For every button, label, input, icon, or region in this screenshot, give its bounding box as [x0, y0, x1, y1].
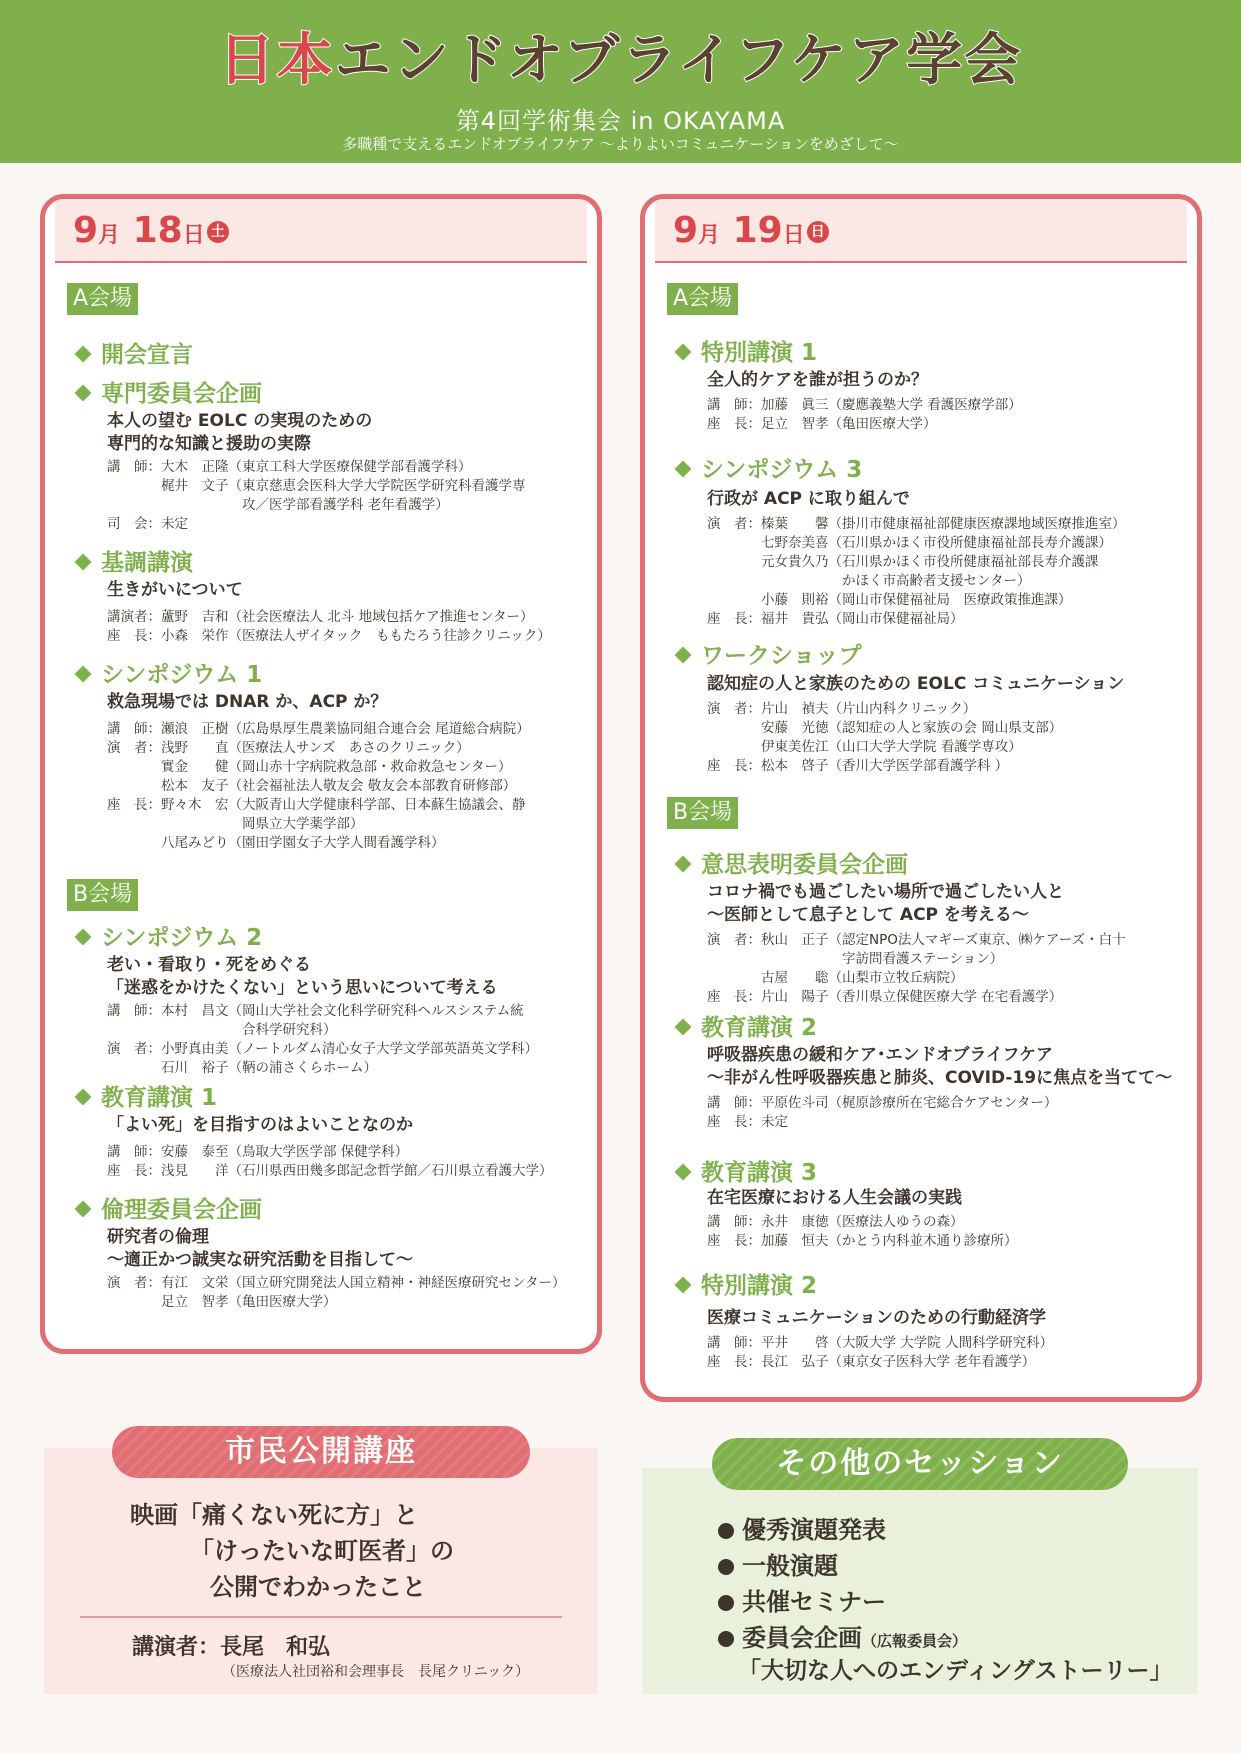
session-title: 教育講演 2 — [671, 1009, 817, 1042]
session-topic: 呼吸器疾患の緩和ケア･エンドオブライフケア ～非がん性呼吸器疾患と肺炎、COVID-19に焦点を当てて～ — [707, 1045, 1173, 1088]
meeting-theme: 多職種で支えるエンドオブライフケア ～よりよいコミュニケーションをめざして～ — [342, 135, 899, 153]
day1-date: 9月 18日 土 — [73, 211, 229, 256]
diamond-icon — [75, 666, 92, 683]
session-people: 講演者：蘆野 吉和（社会医療法人 北斗 地域包括ケア推進センター） 座 長：小森 栄作（医療法人ザイタック ももたろう往診クリニック） — [107, 609, 551, 644]
other-session-item: 優秀演題発表 — [718, 1510, 886, 1545]
session-title: 倫理委員会企画 — [71, 1191, 262, 1224]
diamond-icon — [75, 385, 92, 402]
venue-b-label: B会場 — [67, 879, 138, 911]
venue-a-label: A会場 — [667, 283, 738, 315]
session-title: 開会宣言 — [71, 336, 193, 369]
diamond-icon — [675, 461, 692, 478]
page-title: 日本エンドオブライフケア学会 — [218, 28, 1023, 93]
session-topic: 認知症の人と家族のための EOLC コミュニケーション — [707, 674, 1125, 694]
session-people: 演 者：榛葉 馨（掛川市健康福祉部健康医療課地域医療推進室） 七野奈美喜（石川県かほく市役所健康福祉部長寿介護課） 元女貴久乃（石川県かほく市役所健康福祉部長寿介護課 かほく市高齢者支援センター） 小藤 則裕（岡山市保健福祉局 医療政策推進課） 座 長：福井 貴弘（岡山市保健福祉局） — [707, 516, 1126, 627]
day2-panel — [640, 194, 1202, 1402]
session-people: 演 者：有江 文栄（国立研究開発法人国立精神・神経医療研究センター） 足立 智孝（亀田医療大学） — [107, 1275, 566, 1310]
session-topic: 老い・看取り・死をめぐる 「迷惑をかけたくない」という思いについて考える — [107, 955, 498, 998]
session-title: 教育講演 1 — [71, 1079, 217, 1112]
session-people: 講 師：加藤 眞三（慶應義塾大学 看護医療学部） 座 長：足立 智孝（亀田医療大学） — [707, 397, 1022, 432]
meeting-subtitle: 第4回学術集会 in OKAYAMA — [455, 107, 786, 135]
session-title: 専門委員会企画 — [71, 375, 262, 408]
diamond-icon — [675, 1277, 692, 1294]
session-title: 特別講演 2 — [671, 1267, 817, 1300]
session-topic: 行政が ACP に取り組んで — [707, 489, 910, 509]
session-people: 講 師：安藤 泰至（鳥取大学医学部 保健学科） 座 長：浅見 洋（石川県西田幾多郎記念哲学館／石川県立看護大学） — [107, 1144, 553, 1179]
session-title: シンポジウム 1 — [71, 656, 262, 689]
session-title: シンポジウム 2 — [71, 919, 262, 952]
session-topic: 生きがいについて — [107, 580, 243, 600]
session-topic: コロナ禍でも過ごしたい場所で過ごしたい人と ～医師として息子として ACP を考える～ — [707, 882, 1064, 925]
session-people: 講 師：本村 昌文（岡山大学社会文化科学研究科ヘルスシステム統 合科学研究科） 演 者：小野真由美（ノートルダム清心女子大学文学部英語英文学科） 石川 裕子（鞆の浦さくらホーム） — [107, 1003, 539, 1076]
session-people: 講 師：瀬浪 正樹（広島県厚生農業協同組合連合会 尾道総合病院） 演 者：浅野 直（医療法人サンズ あさのクリニック） 實金 健（岡山赤十字病院救急部・救命救急センター） 松本 友子（社会福祉法人敬友会 敬友会本部教育研修部） 座 長：野々木 宏（大阪青山大学健康科学部、日本蘇生協議会、静 岡県立大学薬学部） 八尾みどり（園田学園女子大学人間看護学科） — [107, 721, 530, 851]
session-topic: 本人の望む EOLC の実現のための 専門的な知識と援助の実際 — [107, 411, 373, 454]
session-topic: 研究者の倫理 ～適正かつ誠実な研究活動を目指して～ — [107, 1227, 413, 1270]
other-sessions-pill: その他のセッション — [712, 1438, 1128, 1490]
diamond-icon — [675, 1164, 692, 1181]
bullet-icon — [718, 1631, 734, 1647]
other-session-item: 共催セミナー — [718, 1582, 886, 1617]
session-people: 講 師：平原佐斗司（梶原診療所在宅総合ケアセンター） 座 長：未定 — [707, 1095, 1058, 1130]
diamond-icon — [675, 647, 692, 664]
lecture-title: 映画「痛くない死に方」と 「けったいな町医者」の 公開でわかったこと — [130, 1501, 454, 1601]
session-title: シンポジウム 3 — [671, 451, 862, 484]
weekday-badge: 土 — [207, 221, 229, 243]
bullet-icon — [718, 1523, 734, 1539]
other-session-subtitle: 「大切な人へのエンディングストーリー」 — [738, 1658, 1173, 1684]
lecture-divider — [80, 1616, 562, 1618]
session-topic: 医療コミュニケーションのための行動経済学 — [707, 1308, 1046, 1328]
page-header — [0, 0, 1241, 163]
day2-date: 9月 19日 日 — [673, 211, 829, 256]
bullet-icon — [718, 1595, 734, 1611]
session-title: 意思表明委員会企画 — [671, 846, 908, 879]
session-topic: 救急現場では DNAR か、ACP か？ — [107, 692, 388, 712]
session-people: 講 師：大木 正隆（東京工科大学医療保健学部看護学科） 梶井 文子（東京慈恵会医科大学大学院医学研究科看護学専 攻／医学部看護学科 老年看護学） 司 会：未定 — [107, 459, 526, 532]
session-people: 演 者：秋山 正子（認定NPO法人マギーズ東京、㈱ケアーズ・白十 字訪問看護ステーション） 古屋 聡（山梨市立牧丘病院） 座 長：片山 陽子（香川県立保健医療大学 在宅看護学） — [707, 932, 1126, 1005]
other-session-item: 委員会企画（広報委員会） — [718, 1618, 967, 1653]
bullet-icon — [718, 1559, 734, 1575]
other-session-item: 一般演題 — [718, 1546, 838, 1581]
diamond-icon — [675, 1019, 692, 1036]
session-topic: 全人的ケアを誰が担うのか？ — [707, 370, 928, 390]
lecture-speaker: 講演者：長尾 和弘 — [132, 1635, 331, 1660]
diamond-icon — [75, 1201, 92, 1218]
diamond-icon — [75, 554, 92, 571]
session-title: 特別講演 1 — [671, 334, 817, 367]
venue-b-label: B会場 — [667, 797, 738, 829]
session-people: 演 者：片山 禎夫（片山内科クリニック） 安藤 光徳（認知症の人と家族の会 岡山県支部） 伊東美佐江（山口大学大学院 看護学専攻） 座 長：松本 啓子（香川大学医学部看護学科 ） — [707, 701, 1063, 774]
venue-a-label: A会場 — [67, 283, 138, 315]
lecture-speaker-affiliation: （医療法人社団裕和会理事長 長尾クリニック） — [222, 1664, 530, 1680]
session-title: 教育講演 3 — [671, 1154, 817, 1187]
diamond-icon — [675, 856, 692, 873]
day1-panel — [40, 194, 602, 1354]
session-people: 講 師：平井 啓（大阪大学 大学院 人間科学研究科） 座 長：長江 弘子（東京女子医科大学 老年看護学） — [707, 1335, 1054, 1370]
weekday-badge: 日 — [807, 221, 829, 243]
diamond-icon — [675, 344, 692, 361]
diamond-icon — [75, 346, 92, 363]
session-title: ワークショップ — [671, 637, 862, 670]
session-topic: 在宅医療における人生会議の実践 — [707, 1188, 962, 1208]
session-people: 講 師：永井 康徳（医療法人ゆうの森） 座 長：加藤 恒夫（かとう内科並木通り診療所） — [707, 1214, 1018, 1249]
day1-header — [55, 199, 587, 263]
diamond-icon — [75, 929, 92, 946]
diamond-icon — [75, 1089, 92, 1106]
day2-header — [655, 199, 1187, 263]
session-topic: 「よい死」を目指すのはよいことなのか — [107, 1115, 413, 1135]
session-title: 基調講演 — [71, 544, 193, 577]
public-lecture-pill: 市民公開講座 — [112, 1426, 530, 1478]
